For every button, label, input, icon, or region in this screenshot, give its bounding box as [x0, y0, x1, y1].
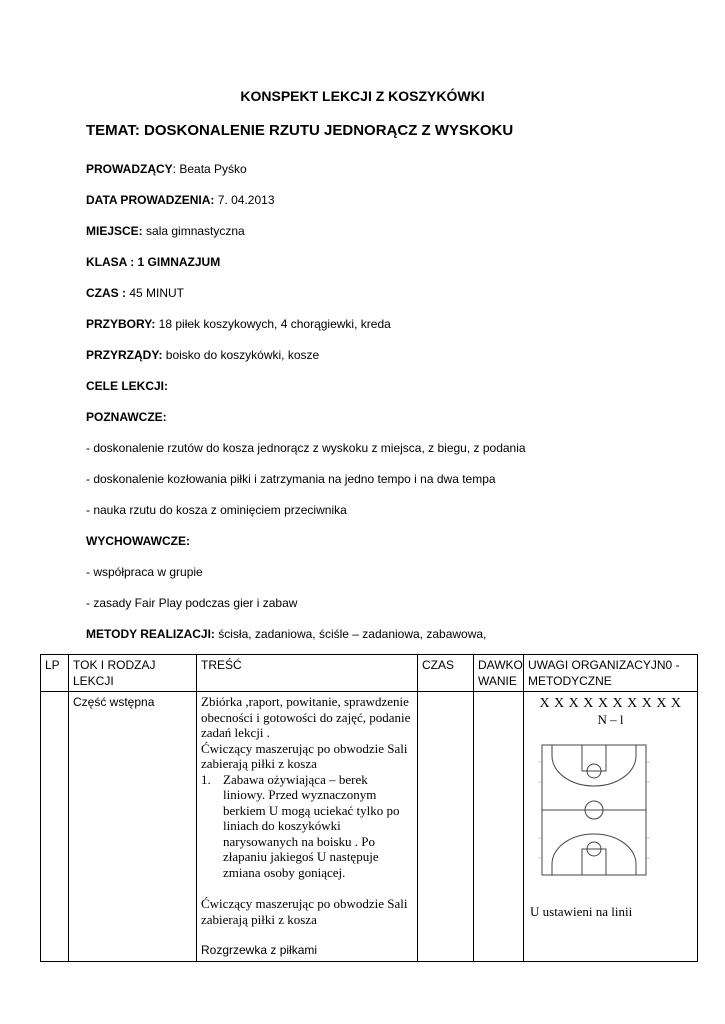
formation-x-row: X X X X X X X X X X: [539, 696, 682, 711]
methods-label: METODY REALIZACJI:: [86, 627, 215, 641]
leader-label: PROWADZĄCY: [86, 162, 173, 176]
table-header-row: [41, 655, 698, 692]
equipment-value: 18 piłek koszykowych, 4 chorągiewki, kreda: [155, 317, 391, 331]
educational-item: - zasady Fair Play podczas gier i zabaw: [86, 596, 298, 610]
tresc-numbered-item: [201, 772, 413, 881]
tresc-intro: Zbiórka ,raport, powitanie, sprawdzenie obecności i gotowości do zajęć, podanie zadań lekcji .: [201, 694, 411, 740]
header-tresc: TREŚĆ: [197, 655, 418, 692]
header-lp: LP: [41, 655, 69, 692]
class-label: KLASA : 1 GIMNAZJUM: [86, 255, 221, 269]
methods-value: ścisła, zadaniowa, ściśle – zadaniowa, zabawowa,: [214, 627, 487, 641]
tresc-march: Ćwiczący maszerując po obwodzie Sali zabierają piłki z kosza: [201, 740, 408, 771]
educational-item: - współpraca w grupie: [86, 565, 203, 579]
place-line: [86, 224, 245, 238]
leader-value: : Beata Pyśko: [172, 162, 247, 176]
educational-line: [86, 534, 190, 548]
header-czas: CZAS: [418, 655, 474, 692]
date-line: [86, 193, 275, 207]
document-title: KONSPEKT LEKCJI Z KOSZYKÓWKI: [240, 88, 485, 104]
lesson-table: [40, 654, 698, 962]
cell-uwagi: [524, 692, 698, 962]
equipment-line: [86, 317, 391, 331]
apparatus-value: boisko do koszykówki, kosze: [162, 348, 320, 362]
cognitive-label: POZNAWCZE:: [86, 410, 167, 424]
time-label: CZAS :: [86, 286, 126, 300]
class-line: [86, 255, 220, 269]
apparatus-line: [86, 348, 319, 362]
apparatus-label: PRZYRZĄDY:: [86, 348, 163, 362]
goals-label: CELE LEKCJI:: [86, 379, 169, 393]
header-uwagi: UWAGI ORGANIZACYJN0 - METODYCZNE: [524, 655, 698, 692]
tresc-warmup: Rozgrzewka z piłkami: [201, 943, 318, 957]
time-line: [86, 286, 184, 300]
methods-line: [86, 627, 486, 641]
cognitive-item: - nauka rzutu do kosza z ominięciem przeciwnika: [86, 503, 347, 517]
cognitive-item: - doskonalenie kozłowania piłki i zatrzymania na jedno tempo i na dwa tempa: [86, 472, 496, 486]
cognitive-item: - doskonalenie rzutów do kosza jednorącz z wyskoku z miejsca, z biegu, z podania: [86, 441, 526, 455]
item-number: 1.: [201, 771, 211, 787]
court-svg: [538, 742, 650, 878]
lesson-topic: TEMAT: DOSKONALENIE RZUTU JEDNORĄCZ Z WYSKOKU: [86, 122, 514, 139]
equipment-label: PRZYBORY:: [86, 317, 156, 331]
place-value: sala gimnastyczna: [142, 224, 245, 238]
item-text: Zabawa ożywiająca – berek liniowy. Przed wyznaczonym berkiem U mogą uciekać tylko po liniach do koszykówki narysowanych na boisku . Po złapaniu jakiegoś U następuje zmiana osoby goniącej.: [223, 771, 400, 880]
time-value: 45 MINUT: [126, 286, 185, 300]
date-label: DATA PROWADZENIA:: [86, 193, 215, 207]
table-row: [41, 692, 698, 962]
basketball-court-icon: [538, 742, 693, 882]
formation-label: N – l: [597, 712, 624, 727]
cell-lp: [41, 692, 69, 962]
educational-label: WYCHOWAWCZE:: [86, 534, 190, 548]
cell-dawkowanie: [474, 692, 524, 962]
tresc-march-2: Ćwiczący maszerując po obwodzie Sali zabierają piłki z kosza: [201, 896, 408, 927]
date-value: 7. 04.2013: [214, 193, 275, 207]
cell-czas: [418, 692, 474, 962]
leader-line: [86, 162, 247, 176]
place-label: MIEJSCE:: [86, 224, 143, 238]
goals-line: [86, 379, 168, 393]
header-tok: TOK I RODZAJ LEKCJI: [69, 655, 197, 692]
formation-note: U ustawieni na linii: [530, 904, 633, 919]
cell-tresc: [197, 692, 418, 962]
header-dawkowanie: DAWKO WANIE: [474, 655, 524, 692]
cell-tok: Część wstępna: [69, 692, 197, 962]
cognitive-line: [86, 410, 167, 424]
